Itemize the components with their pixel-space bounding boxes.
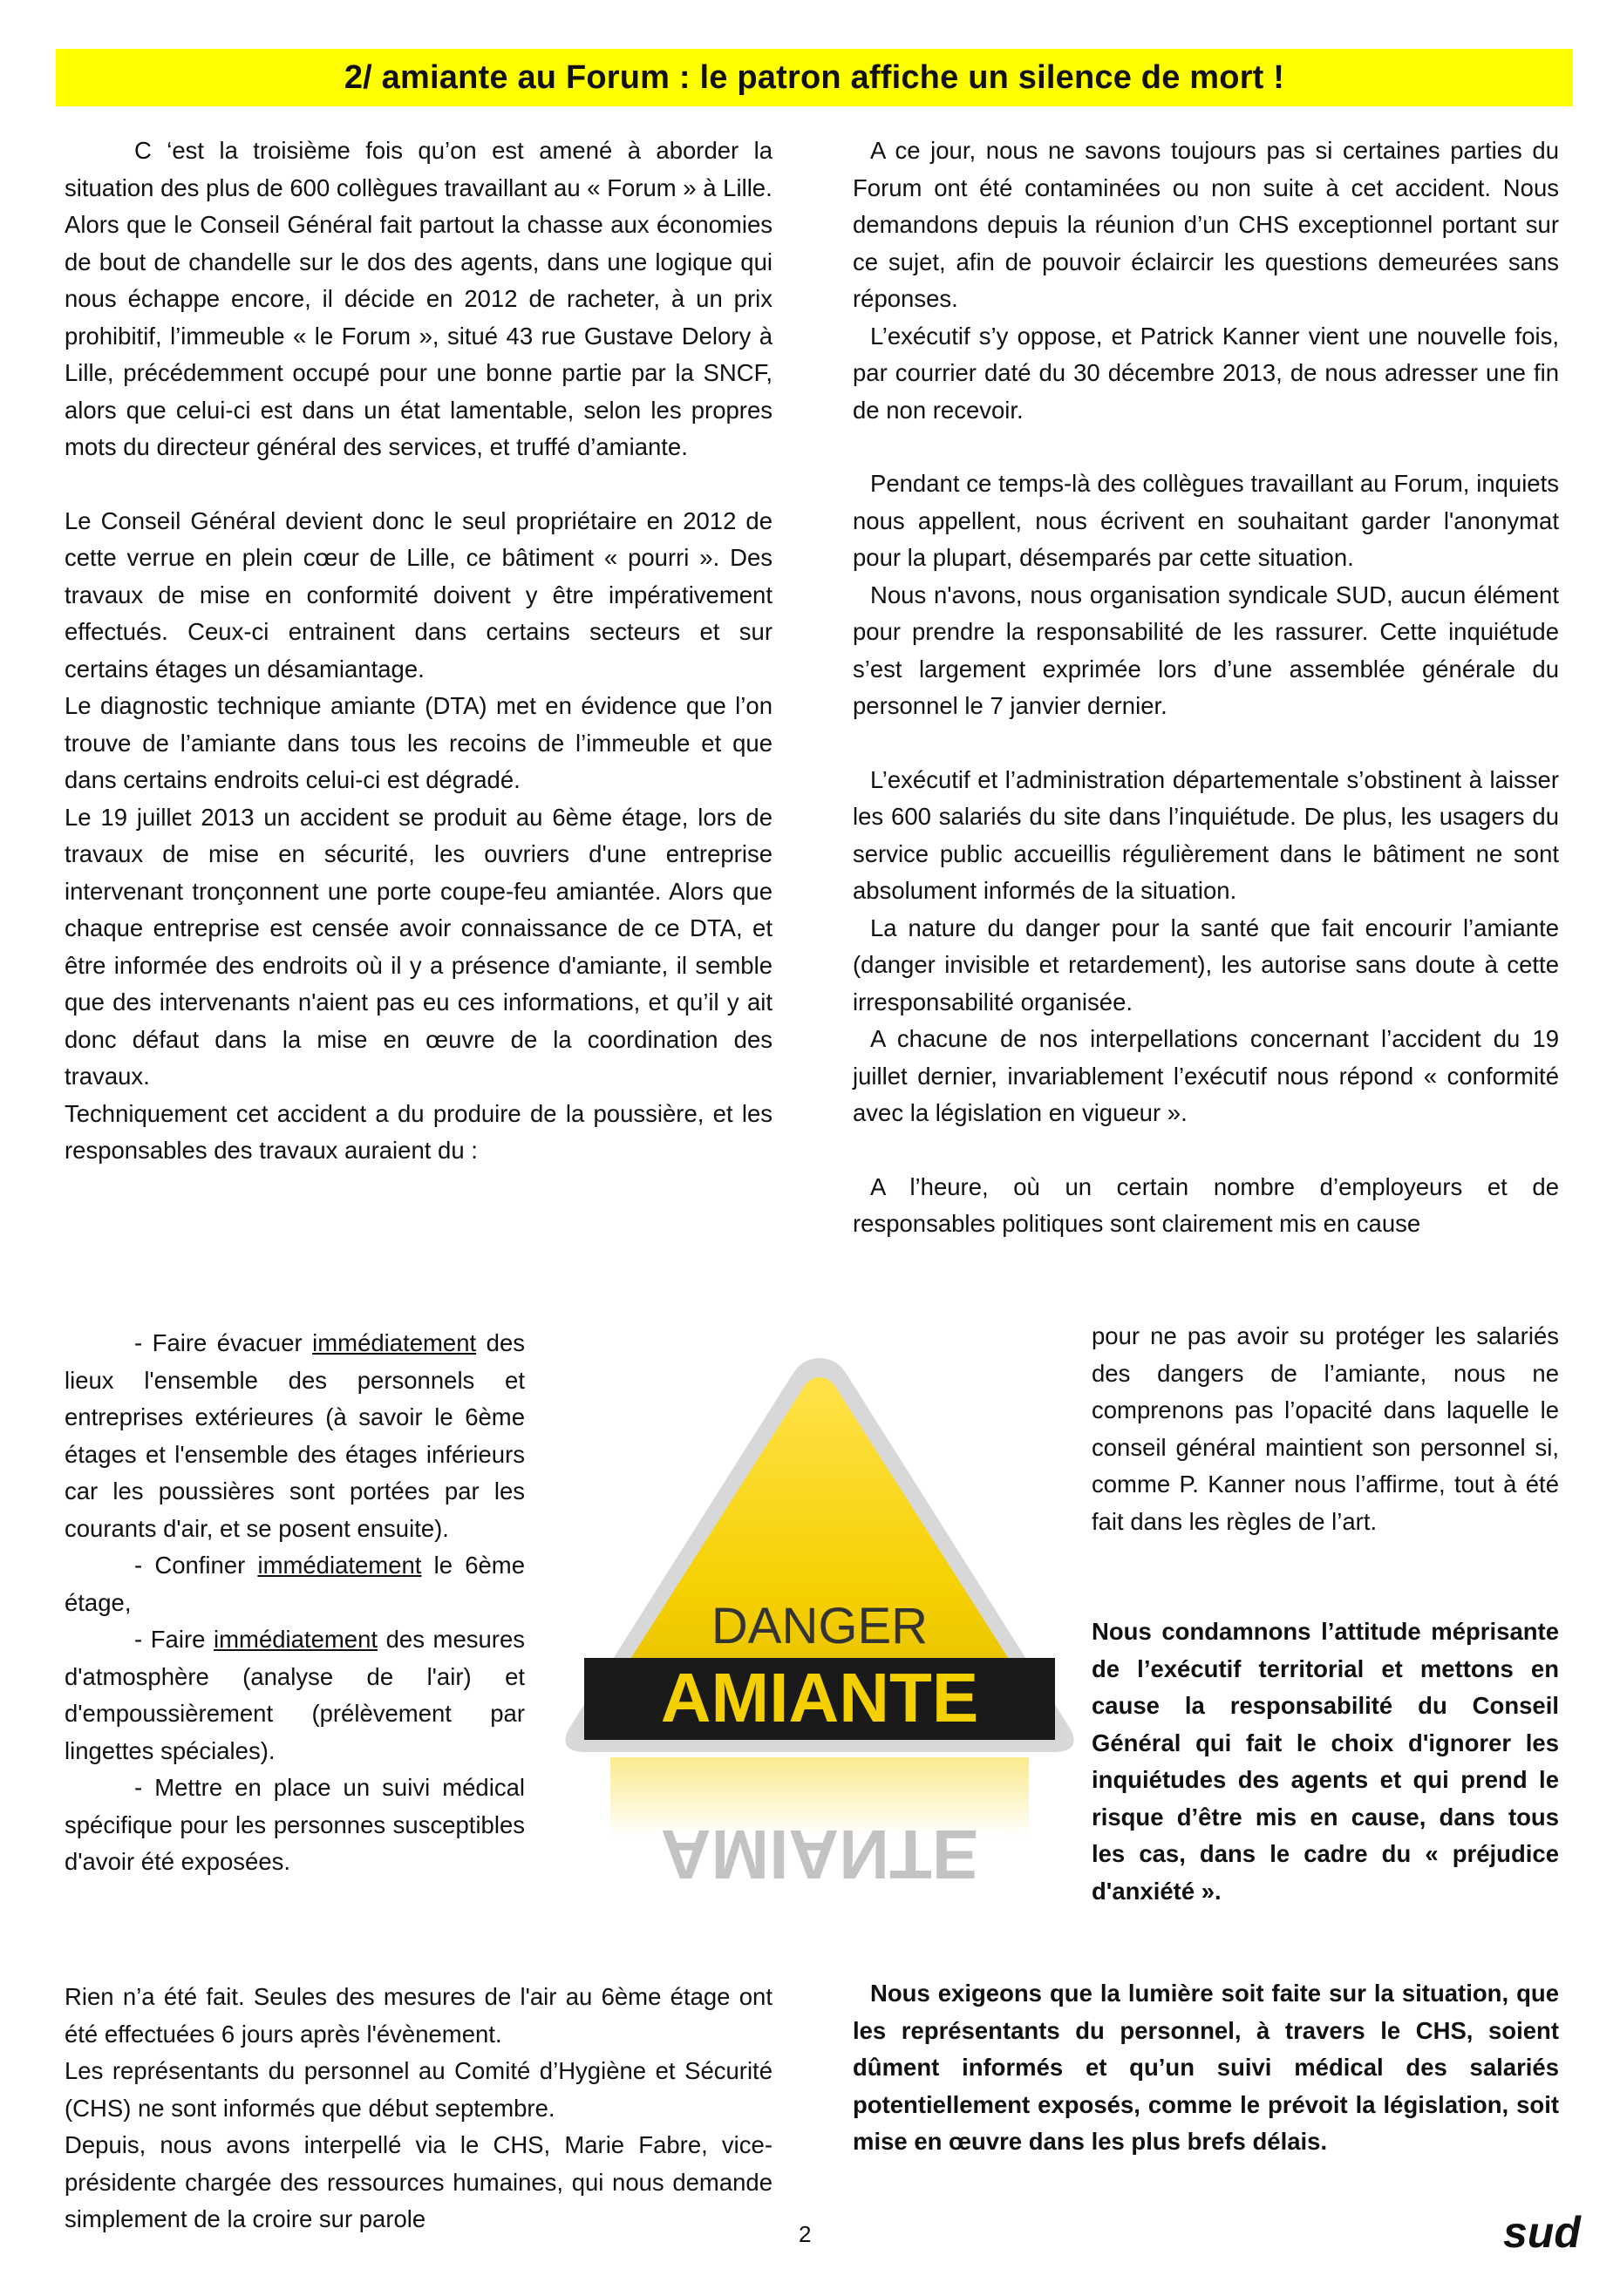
left-paragraph-5: Le 19 juillet 2013 un accident se produit au 6ème étage, lors de travaux de mise en sécurité, les ouvriers d'une entreprise intervenant tronçonnent une porte coupe-feu amiantée. Alors que chaque entreprise est censée avoir connaissance de ce DTA, et être informée des endroits où il y a présence d'amiante, il semble que des intervenants n'aient pas eu ces informations, et qu’il y ait donc défaut dans la mise en œuvre de la coordination des travaux.: [65, 803, 773, 1090]
page-title: 2/ amiante au Forum : le patron affiche un silence de mort !: [344, 58, 1285, 96]
danger-amiante-sign: [558, 1342, 1081, 1900]
sign-text-danger: DANGER: [711, 1598, 929, 1654]
right-paragraph-8a: A l’heure, où un certain nombre d’employeurs et de responsables politiques sont clairement mis en cause: [853, 1172, 1559, 1237]
page-number: 2: [799, 2221, 812, 2247]
right-column-bottom: [853, 1975, 1559, 2161]
left-column-bottom: [65, 1979, 773, 2238]
right-paragraph-3: Pendant ce temps-là des collègues travaillant au Forum, inquiets nous appellent, nous écrivent en souhaitant garder l'anonymat pour la plupart, désemparés par cette situation.: [853, 470, 1559, 571]
left-paragraph-9: Depuis, nous avons interpellé via le CHS, Marie Fabre, vice-présidente chargée des ressources humaines, qui nous demande simplement de la croire sur parole: [65, 2131, 773, 2232]
left-paragraph-3: Le Conseil Général devient donc le seul propriétaire en 2012 de cette verrue en plein cœur de Lille, ce bâtiment « pourri ». Des travaux de mise en conformité doivent y être impérativement effectués. Ceux-ci entrainent dans certains secteurs et sur certains étages un désamiantage.: [65, 506, 773, 683]
right-column-narrow: [1092, 1318, 1559, 1910]
left-paragraph-8: Les représentants du personnel au Comité d’Hygiène et Sécurité (CHS) ne sont informés que début septembre.: [65, 2057, 773, 2122]
right-paragraph-8b: pour ne pas avoir su protéger les salariés des dangers de l’amiante, nous ne comprenons pas l’opacité dans laquelle le conseil général maintient son personnel si, comme P. Kanner nous l’affirme, tout à été fait dans les règles de l’art.: [1092, 1322, 1559, 1535]
right-paragraph-2: L’exécutif s’y oppose, et Patrick Kanner vient une nouvelle fois, par courrier daté du 30 décembre 2013, de nous adresser une fin de non recevoir.: [853, 322, 1559, 424]
bullet-item: - Confiner immédiatement le 6ème étage,: [65, 1552, 525, 1616]
bullet-item: - Faire immédiatement des mesures d'atmosphère (analyse de l'air) et d'empoussièrement (prélèvement par lingettes spéciales).: [65, 1626, 525, 1764]
sign-reflection-text: AMIANTE: [660, 1816, 979, 1893]
right-paragraph-6: La nature du danger pour la santé que fait encourir l’amiante (danger invisible et retardement), les autorise sans doute à cette irresponsabilité organisée.: [853, 914, 1559, 1016]
right-paragraph-1: A ce jour, nous ne savons toujours pas si certaines parties du Forum ont été contaminées ou non suite à cet accident. Nous demandons depuis la réunion d’un CHS exceptionnel portant sur ce sujet, afin de pouvoir éclaircir les questions demeurées sans réponses.: [853, 137, 1559, 312]
bullet-item: - Mettre en place un suivi médical spécifique pour les personnes susceptibles d'avoir été exposées.: [65, 1774, 525, 1875]
right-column-top: [853, 132, 1559, 1243]
right-paragraph-5: L’exécutif et l’administration départementale s’obstinent à laisser les 600 salariés du site dans l’inquiétude. De plus, les usagers du service public accueillis régulièrement dans le bâtiment ne sont absolument informés de la situation.: [853, 765, 1559, 904]
bold-statement-2: Nous exigeons que la lumière soit faite sur la situation, que les représentants du personnel, à travers le CHS, soient dûment informés et qu’un suivi médical des salariés potentiellement exposés, comme le prévoit la législation, soit mise en œuvre dans les plus brefs délais.: [853, 1980, 1559, 2155]
left-paragraph-4: Le diagnostic technique amiante (DTA) met en évidence que l’on trouve de l’amiante dans tous les recoins de l’immeuble et que dans certains endroits celui-ci est dégradé.: [65, 692, 773, 793]
left-paragraph-2: Alors que le Conseil Général fait partout la chasse aux économies de bout de chandelle sur le dos des agents, dans une logique qui nous échappe encore, il décide en 2012 de racheter, à un prix prohibitif, l’immeuble « le Forum », situé 43 rue Gustave Delory à Lille, précédemment occupé pour une bonne partie par la SNCF, alors que celui-ci est dans un état lamentable, selon les propres mots du directeur général des services, et truffé d’amiante.: [65, 211, 773, 460]
bullet-item: - Faire évacuer immédiatement des lieux l'ensemble des personnels et entreprises extérieures (à savoir le 6ème étages et l'ensemble des étages inférieurs car les poussières sont portées par les courants d'air, et se posent ensuite).: [65, 1329, 525, 1542]
left-paragraph-6: Techniquement cet accident a du produire de la poussière, et les responsables des travaux auraient du :: [65, 1099, 773, 1164]
left-paragraph-7: Rien n’a été fait. Seules des mesures de l'air au 6ème étage ont été effectuées 6 jours après l'évènement.: [65, 1983, 773, 2048]
left-column-top: [65, 132, 773, 1170]
bold-statement-1: Nous condamnons l’attitude méprisante de l’exécutif territorial et mettons en cause la responsabilité du Conseil Général qui fait le choix d'ignorer les inquiétudes des agents et qui prend le risque d’être mis en cause, dans tous les cas, dans le cadre du « préjudice d'anxiété ».: [1092, 1618, 1559, 1905]
sud-logo-text: sud: [1503, 2208, 1581, 2257]
left-paragraph-1: C ‘est la troisième fois qu’on est amené à aborder la situation des plus de 600 collègues travaillant au « Forum » à Lille.: [65, 137, 773, 201]
right-paragraph-7: A chacune de nos interpellations concernant l’accident du 19 juillet dernier, invariablement l’exécutif nous répond « conformité avec la législation en vigueur ».: [853, 1025, 1559, 1126]
sud-logo: [1500, 2207, 1596, 2259]
right-paragraph-4: Nous n'avons, nous organisation syndicale SUD, aucun élément pour prendre la responsabilité de les rassurer. Cette inquiétude s’est largement exprimée lors d’une assemblée générale du personnel le 7 janvier dernier.: [853, 581, 1559, 719]
sign-text-amiante: AMIANTE: [660, 1659, 979, 1736]
left-bullet-list: [65, 1325, 525, 1881]
title-banner: [56, 49, 1573, 106]
